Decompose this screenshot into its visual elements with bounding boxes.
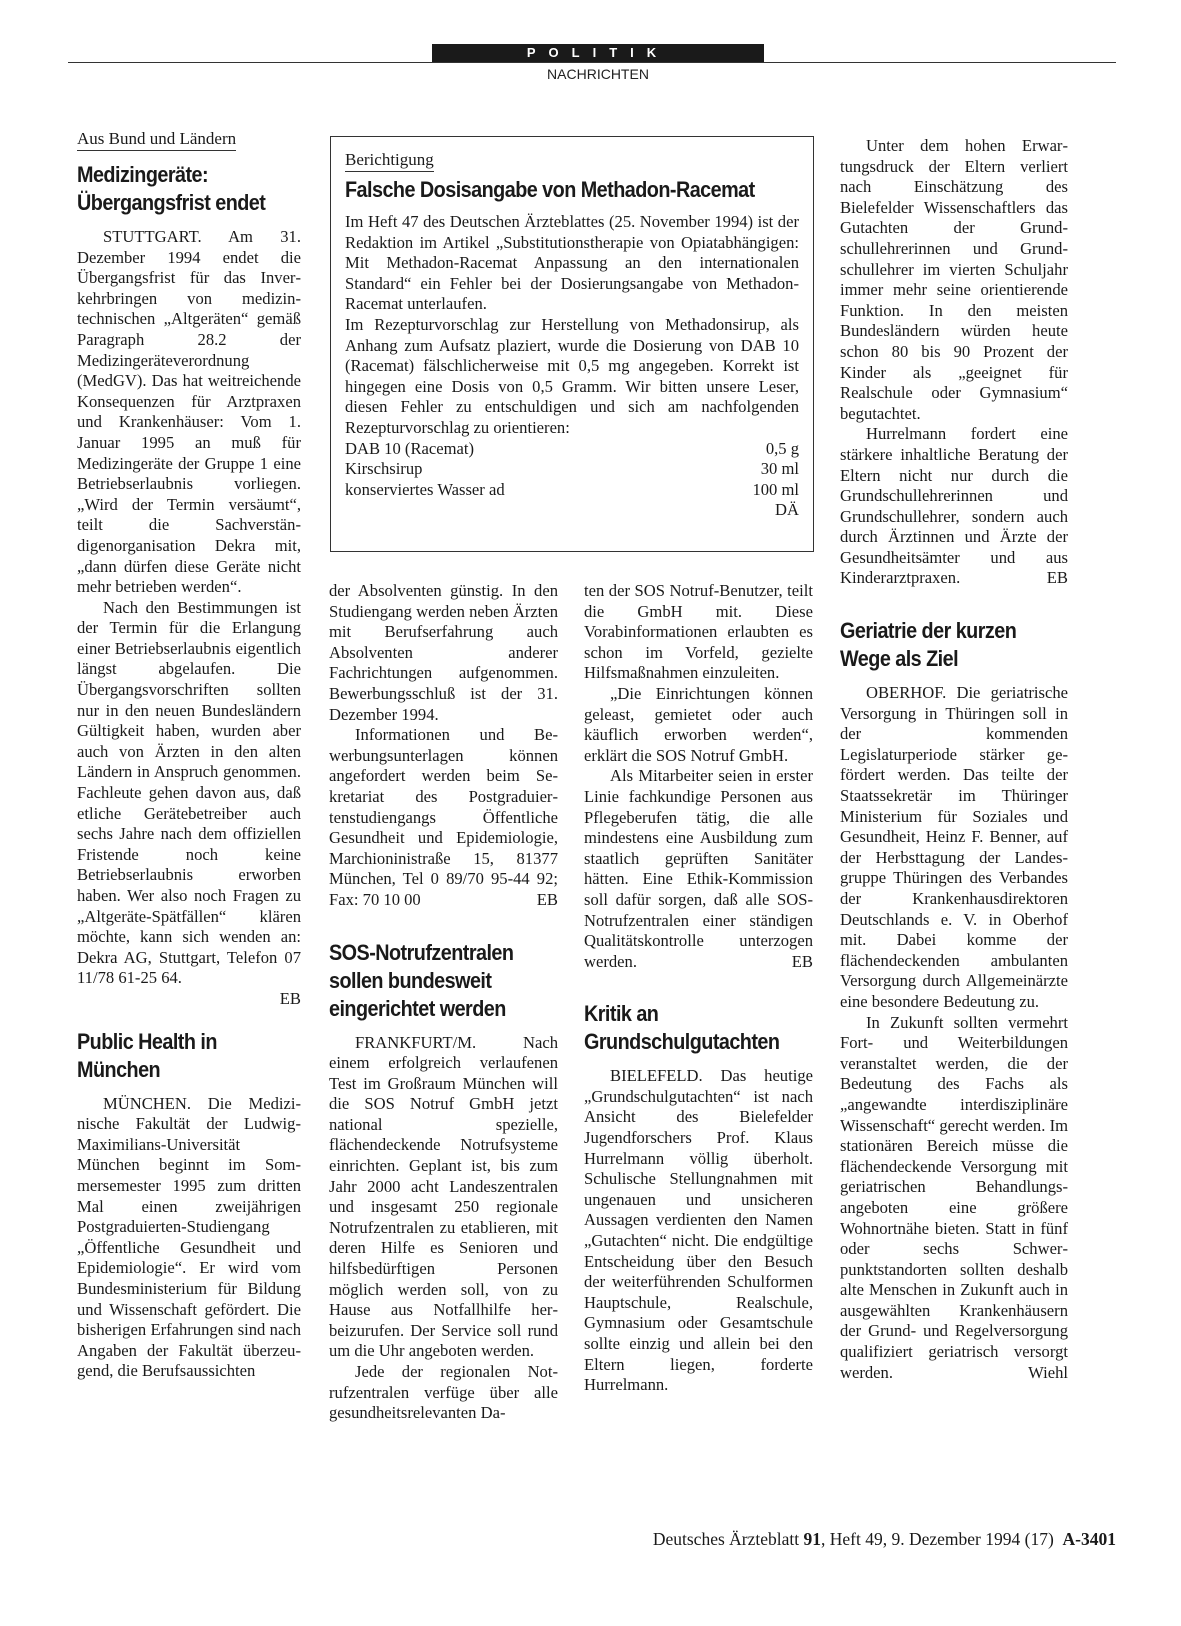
kicker-aus-bund: Aus Bund und Ländern [77, 128, 236, 151]
article-paragraph: „Die Einrichtungen können geleast, gemietet oder auch käuflich erworben werden“, erklärt die SOS Notruf GmbH. [584, 683, 813, 765]
headline-sos-notruf: SOS-Notrufzentralen sollen bundesweit eingerichtet werden [329, 939, 514, 1021]
article-paragraph: Hurrelmann fordert eine stärkere inhaltliche Beratung der Eltern nicht nur durch die Grundschullehrerinnen und Grundschullehrer, sondern auch durch Ärztinnen und Ärzte der Gesundheitsämter und aus Kinderarztpraxen. EB [840, 424, 1068, 588]
headline-methadon: Falsche Dosisangabe von Methadon-Racemat [345, 177, 755, 202]
issue-date: , Heft 49, 9. Dezember 1994 (17) [821, 1529, 1054, 1549]
section-label: POLITIK [432, 44, 764, 62]
article-paragraph: OBERHOF. Die geriatrische Versorgung in Thüringen soll in der kommenden Legislaturperiode stärker gefördert werden. Das teilte der Staatssekretär im Thüringer Ministerium für Soziales und Gesundheit, Heinz F. Benner, auf der Herbsttagung der Landesgruppe Thüringen des Verbandes der Krankenhausdirektoren Deutschlands e. V. in Oberhof mit. Dabei komme der flächendeckenden ambulanten Versorgung durch Allgemeinärzte eine besondere Bedeutung zu. [840, 683, 1068, 1011]
page-number: A-3401 [1062, 1529, 1116, 1549]
volume-number: 91 [803, 1529, 821, 1549]
author-initials: EB [791, 951, 813, 971]
box-signature: DÄ [775, 500, 799, 520]
headline-kritik: Kritik an Grundschulgutachten [584, 1001, 780, 1055]
recipe-row: DAB 10 (Racemat) 0,5 g [345, 438, 799, 458]
column-4 [840, 136, 1068, 1383]
headline-geriatrie: Geriatrie der kurzen Wege als Ziel [840, 618, 1017, 672]
article-paragraph: ten der SOS Notruf-Benutzer, teilt die GmbH mit. Diese Vorabinformationen erlaubten es schon im Vorfeld, gezielte Hilfsmaßnahmen einzuleiten. [584, 581, 813, 683]
article-paragraph: der Absolventen günstig. In den Studiengang werden neben Ärzten mit Berufserfahrung auch Absolventen anderer Fachrichtungen aufgenommen. Bewerbungsschluß ist der 31. Dezember 1994. [329, 581, 559, 724]
author-initials: EB [279, 988, 301, 1008]
kicker-berichtigung: Berichtigung [345, 149, 434, 172]
journal-name: Deutsches Ärzteblatt [652, 1529, 800, 1549]
column-3 [584, 581, 813, 1396]
recipe-row: Kirschsirup 30 ml [345, 459, 799, 479]
article-paragraph: MÜNCHEN. Die Medizinische Fakultät der Ludwig-Maximilians-Universität München beginnt im Sommersemester 1995 zum dritten Mal einen zweijährigen Postgraduierten-Studiengang „Öffentliche Gesundheit und Epidemiologie“. Er wird vom Bundesministerium für Bildung und Wissenschaft gefördert. Die bisherigen Erfahrungen sind nach Angaben der Fakultät überzeugend, die Berufsaussichten [77, 1093, 301, 1381]
author-initials: EB [536, 889, 558, 909]
recipe-row: konserviertes Wasser ad 100 ml [345, 479, 799, 499]
article-paragraph: Informationen und Bewerbungsunterlagen können angefordert werden beim Sekretariat des Postgraduiertenstudiengangs Öffentliche Gesundheit und Epidemiologie, Marchioninistraße 15, 81377 München, Tel 0 89/70 95-44 92; Fax: 70 10 00 EB [329, 725, 558, 909]
column-2 [329, 581, 558, 1424]
article-paragraph: Als Mitarbeiter seien in erster Linie fachkundige Personen aus Pflegeberufen tätig, die alle mindestens eine Ausbildung zum staatlich geprüften Sanitäter hätten. Eine Ethik-Kommission soll dafür sorgen, daß alle SOS-Notrufzentralen einer ständigen Qualitätskontrolle unterzogen werden. EB [584, 766, 813, 971]
author-name: Wiehl [1028, 1362, 1068, 1382]
article-paragraph: Jede der regionalen Notrufzentralen verfüge über alle gesundheitsrelevanten Da- [329, 1362, 558, 1423]
subsection-label: NACHRICHTEN [547, 66, 649, 82]
article-paragraph: Nach den Bestimmungen ist der Termin für die Erlangung einer Betriebserlaubnis eigentlich längst abgelaufen. Die Übergangsvorschriften sollten nur in den neuen Bundesländern Gültigkeit haben, wurden aber auch von Ärzten in den alten Ländern in Anspruch genommen. Fachleute gehen davon aus, daß etliche Gerätebetreiber auch sechs Jahre nach dem offiziellen Fristende noch keine Betriebserlaubnis erworben haben. Wer also noch Fragen zu „Altgeräte-Spätfällen“ klären möchte, kann sich wenden an: Dekra AG, Stuttgart, Telefon 07 11/78 61-25 64. [77, 597, 301, 988]
correction-box [330, 136, 814, 552]
header-rule [68, 62, 1116, 63]
headline-medizingeraete: Medizingeräte: Übergangsfrist endet [77, 162, 266, 215]
author-initials: EB [1046, 568, 1068, 588]
page-footer [544, 1529, 1116, 1550]
headline-public-health: Public Health in München [77, 1028, 217, 1082]
recipe-table [345, 439, 799, 501]
box-paragraph: Im Heft 47 des Deutschen Ärzteblattes (25. November 1994) ist der Redaktion im Artikel „Substitutionstherapie von Opiatabhängigen: Mit Methadon-Racemat Anpassung an den internationalen Standard“ ein Fehler bei der Dosierungsangabe von Methadon-Racemat unterlaufen. [345, 212, 799, 314]
box-paragraph: Im Rezepturvorschlag zur Herstellung von Methadonsirup, als Anhang zum Aufsatz plaziert, wurde die Dosierung von DAB 10 (Racemat) fälschlicherweise mit 0,5 mg angegeben. Korrekt ist hingegen eine Dosis von 0,5 Gramm. Wir bitten unsere Leser, diesen Fehler zu entschuldigen und sich am nachfolgenden Rezepturvorschlag zu orientieren: [345, 314, 799, 437]
article-paragraph: BIELEFELD. Das heutige „Grundschulgutachten“ ist nach Ansicht des Bielefelder Jugendforschers Prof. Klaus Hurrelmann völlig überholt. Schulische Stellungnahmen mit ungenauen und unsicheren Aussagen verdienten den Namen „Gutachten“ nicht. Die endgültige Entscheidung über den Besuch der weiterführenden Schulformen Hauptschule, Realschule, Gymnasium oder Gesamtschule sollte einzig und allein bei den Eltern liegen, forderte Hurrelmann. [584, 1066, 813, 1395]
article-paragraph: In Zukunft sollten vermehrt Fort- und Weiterbildungen veranstaltet werden, die der Bedeutung des Fachs als „angewandte interdisziplinäre Wissenschaft“ gerecht werden. Im stationären Bereich müsse die flächendeckende Versorgung mit geriatrischen Behandlungsangeboten eine größere Wohnortnähe bieten. Statt in fünf oder sechs Schwerpunktstandorten sollten deshalb alte Menschen in Zukunft auch in ausgewählten Krankenhäusern der Grund- und Regelversorgung qualifiziert geriatrisch versorgt werden. Wiehl [840, 1012, 1068, 1382]
article-paragraph: FRANKFURT/M. Nach einem erfolgreich verlaufenen Test im Großraum München will die SOS Notruf GmbH jetzt national spezielle, flächendeckende Notrufsysteme einrichten. Geplant ist, bis zum Jahr 2000 acht Landeszentralen und insgesamt 250 regionale Notrufzentralen zu etablieren, mit deren Hilfe es Senioren und hilfsbedürftigen Personen möglich werden soll, von zu Hause aus Notfallhilfe herbeizurufen. Der Service soll rund um die Uhr angeboten werden. [329, 1032, 558, 1361]
article-paragraph: Unter dem hohen Erwartungsdruck der Eltern verliert nach Einschätzung des Bielefelder Wissenschaftlers das Gutachten der Grundschullehrerinnen und Grundschullehrer im vierten Schuljahr immer mehr seine orientierende Funktion. In den meisten Bundesländern würden heute schon 80 bis 90 Prozent der Kinder als „geeignet für Realschule oder Gymnasium“ begutachtet. [840, 136, 1068, 423]
column-1 [77, 128, 301, 1382]
article-paragraph: STUTTGART. Am 31. Dezember 1994 endet die Übergangsfrist für das Inverkehrbringen von medizintechnischen „Altgeräten“ gemäß Paragraph 28.2 der Medizingeräteverordnung (MedGV). Das hat weitreichende Konsequenzen für Arztpraxen und Krankenhäuser: Vom 1. Januar 1995 an muß für Medizingeräte der Gruppe 1 eine Betriebserlaubnis vorliegen. „Wird der Termin versäumt“, teilt die Sachverständigenorganisation Dekra mit, „dann dürfen diese Geräte nicht mehr betrieben werden“. [77, 227, 301, 597]
